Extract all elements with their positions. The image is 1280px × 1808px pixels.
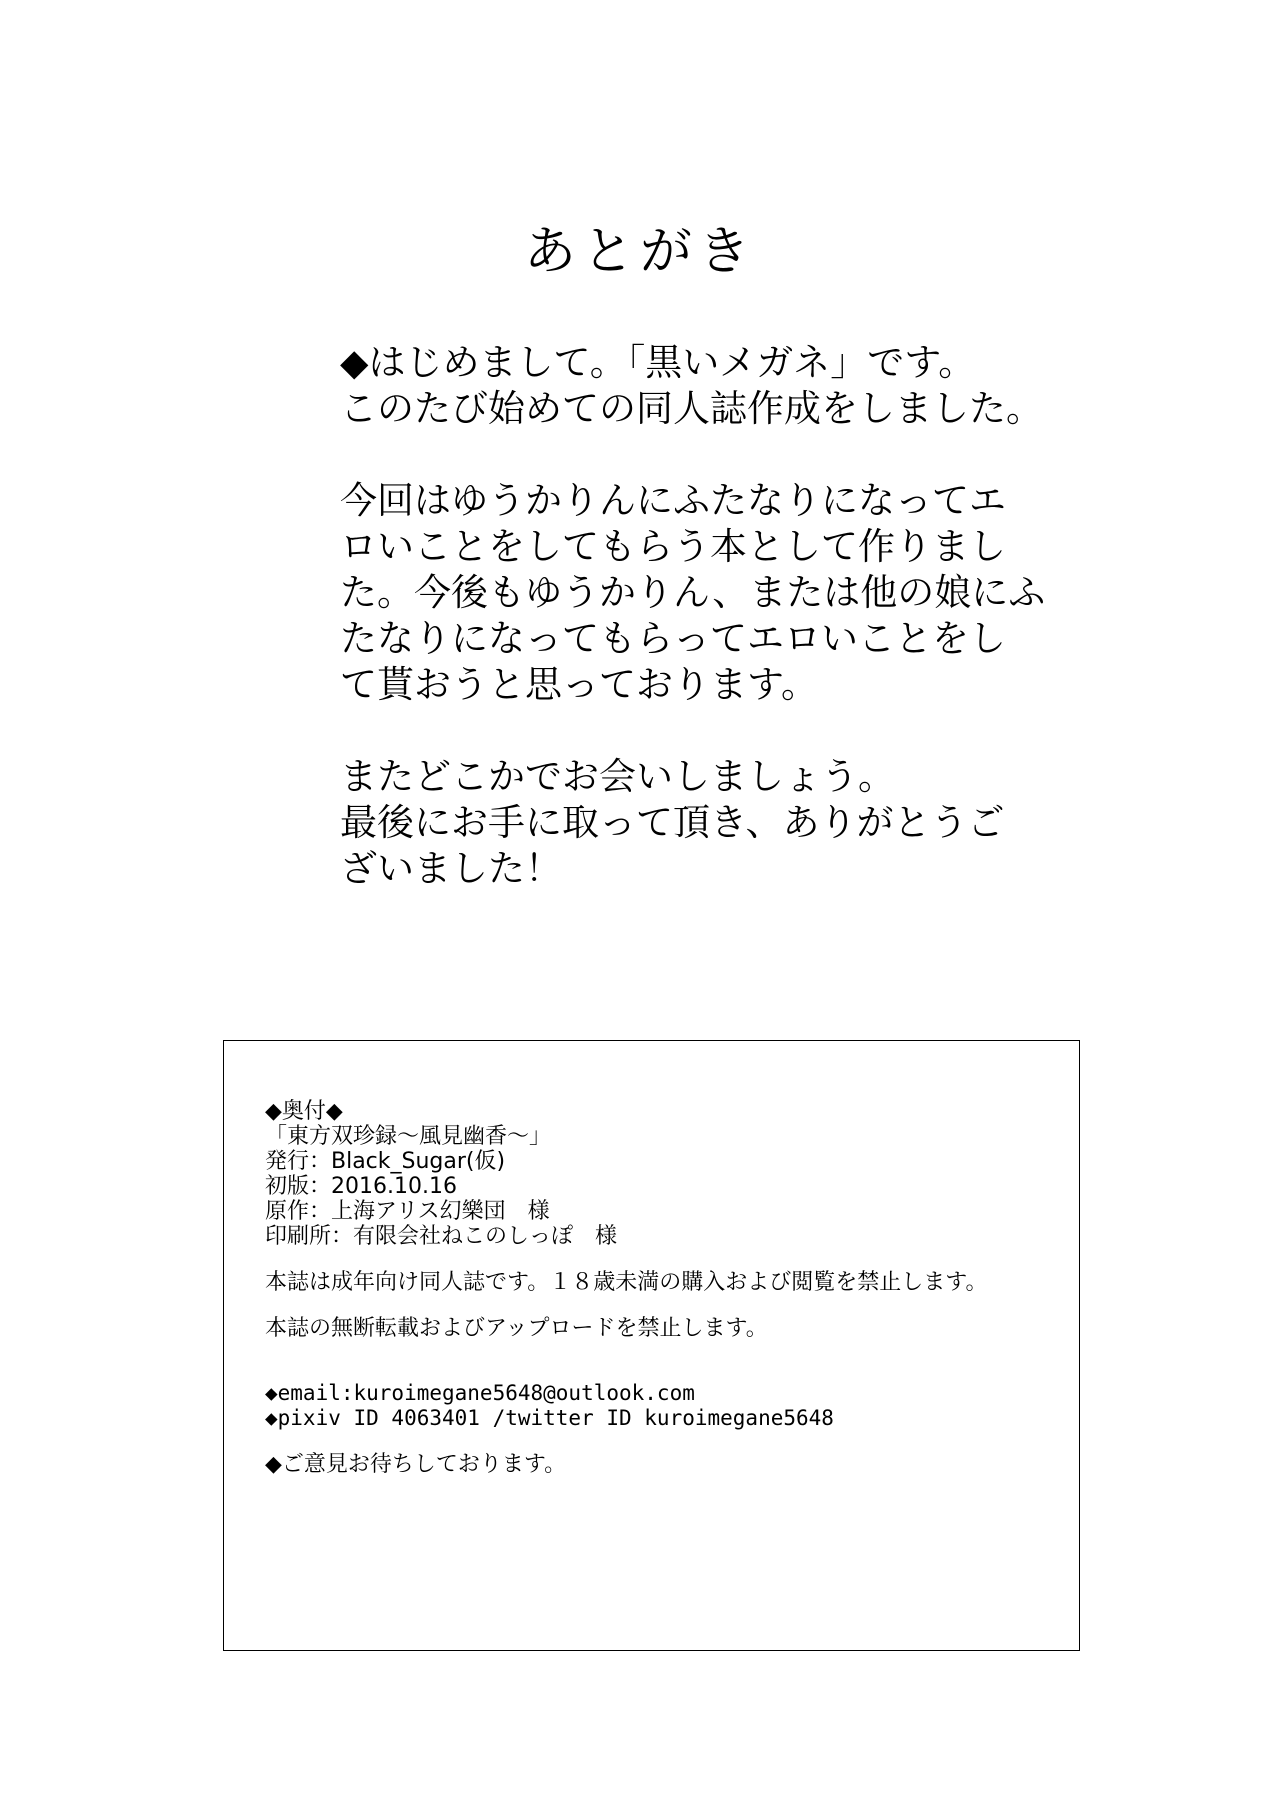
colophon-first-edition: 初版：2016.10.16 xyxy=(265,1174,457,1199)
colophon-book-title: 「東方双珍録～風見幽香～」 xyxy=(265,1124,552,1149)
contact-social: ◆pixiv ID 4063401 /twitter ID kuroimegane5648 xyxy=(265,1406,834,1430)
afterword-line: このたび始めての同人誌作成をしました。 xyxy=(340,387,1043,430)
closing-text: ◆ご意見お待ちしております。 xyxy=(265,1452,567,1477)
afterword-line: 最後にお手に取って頂き、ありがとうご xyxy=(340,801,1005,844)
colophon-notice-adult xyxy=(265,1270,1059,1295)
notice-copy-text: 本誌の無断転載およびアップロードを禁止します。 xyxy=(265,1316,768,1341)
colophon-publisher: 発行：Black_Sugar(仮) xyxy=(265,1149,506,1174)
colophon-notice-copy xyxy=(265,1316,1059,1341)
afterword-paragraph-1 xyxy=(340,340,1043,432)
colophon-box xyxy=(223,1040,1080,1651)
colophon-content xyxy=(265,1099,1059,1477)
colophon-printer: 印刷所：有限会社ねこのしっぽ 様 xyxy=(265,1224,618,1249)
afterword-line: ざいました！ xyxy=(340,847,562,890)
afterword-paragraph-2 xyxy=(340,478,1046,708)
afterword-line: 今回はゆうかりんにふたなりになってエ xyxy=(340,479,1006,522)
notice-adult-text: 本誌は成年向け同人誌です。１８歳未満の購入および閲覧を禁止します。 xyxy=(265,1270,988,1295)
colophon-closing xyxy=(265,1452,1059,1477)
afterword-line: た。今後もゆうかりん、または他の娘にふ xyxy=(340,571,1046,614)
afterword-line: ロいことをしてもらう本として作りまし xyxy=(340,525,1006,568)
afterword-paragraph-3 xyxy=(340,754,1040,892)
colophon-contacts xyxy=(265,1381,1059,1431)
afterword-text xyxy=(340,340,1046,892)
colophon-heading: ◆奥付◆ xyxy=(265,1099,343,1124)
colophon-details xyxy=(265,1099,1059,1249)
afterword-line: またどこかでお会いしましょう。 xyxy=(340,755,895,798)
page-title: あとがき xyxy=(523,222,756,282)
afterword-line: たなりになってもらってエロいことをし xyxy=(340,617,1006,660)
contact-email: ◆email:kuroimegane5648@outlook.com xyxy=(265,1381,695,1405)
afterword-line: て貰おうと思っております。 xyxy=(340,663,819,706)
afterword-line: ◆はじめまして。「黒いメガネ」です。 xyxy=(340,341,976,384)
colophon-original-work: 原作：上海アリス幻樂団 様 xyxy=(265,1199,550,1224)
